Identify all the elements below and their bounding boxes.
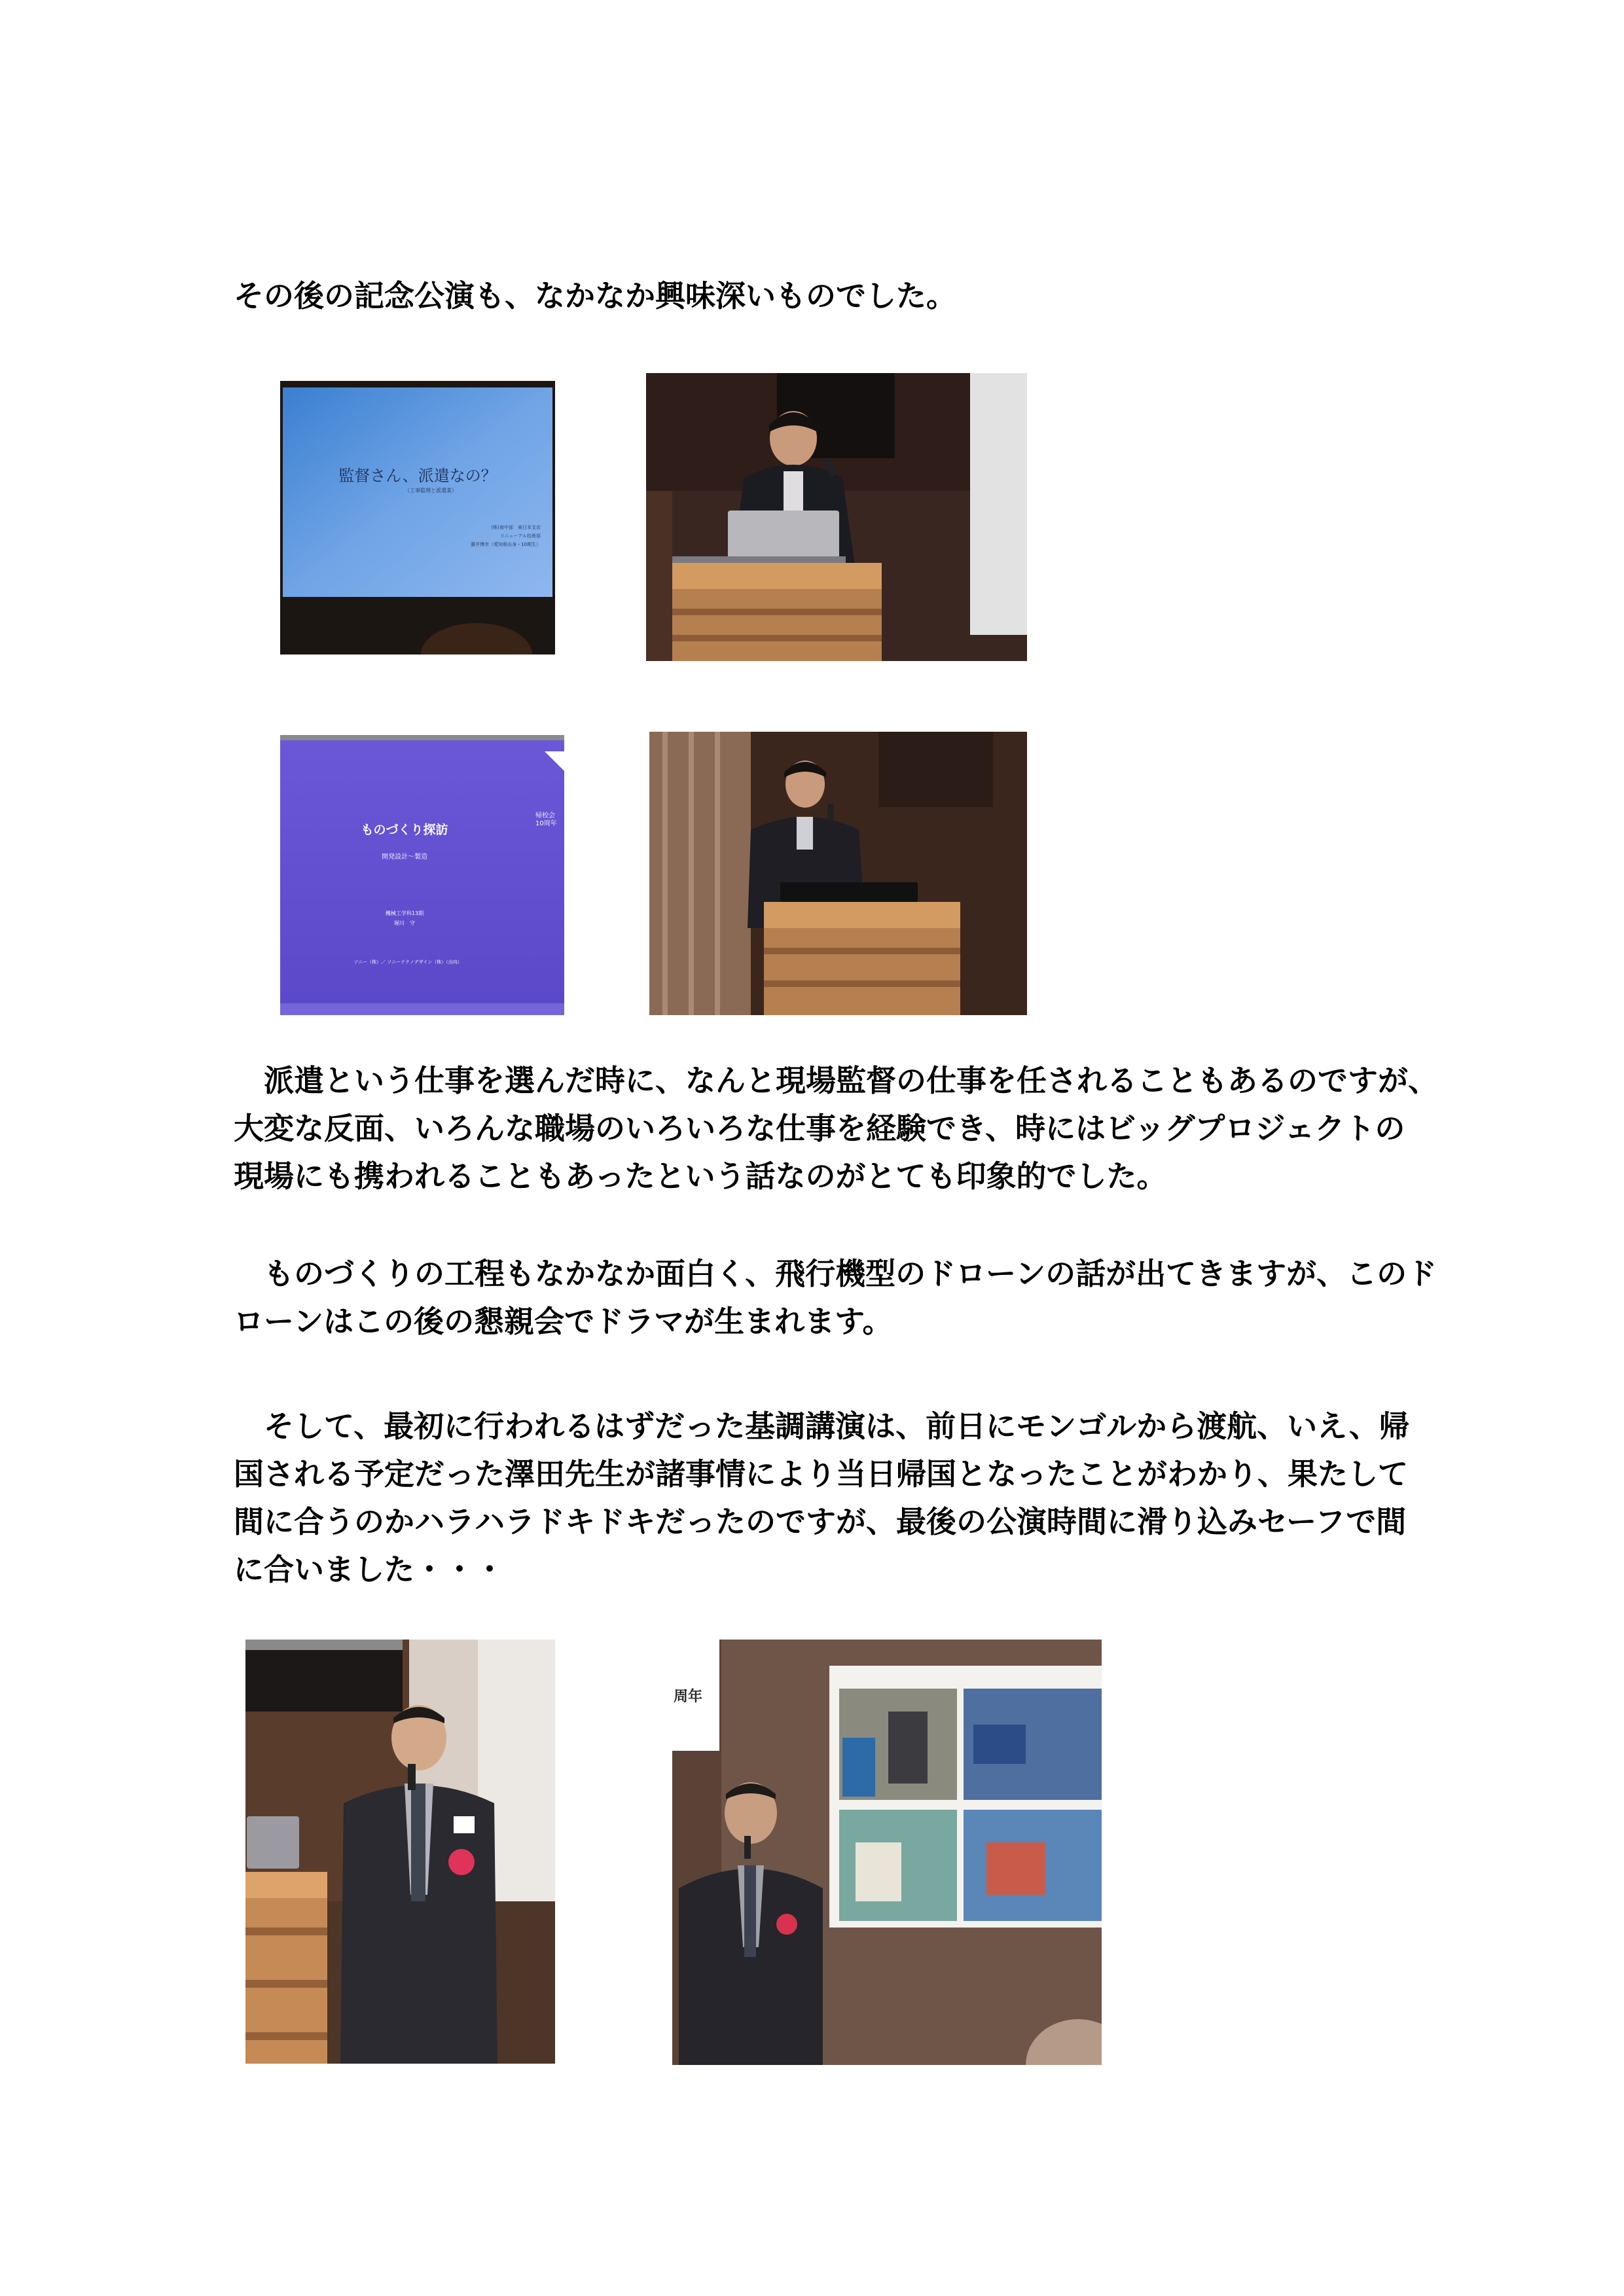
paragraph-line: に合いました・・・ bbox=[234, 1552, 505, 1587]
photo-keynote-speaker-2 bbox=[672, 1640, 1102, 2065]
paragraph-dispatch bbox=[234, 1057, 1477, 1200]
paragraph-line: そして、最初に行われるはずだった基調講演は、前日にモンゴルから渡航、いえ、帰 bbox=[234, 1408, 1409, 1444]
slide2-subtitle: 開発設計～製造 bbox=[382, 853, 427, 861]
slide2-info: 機械工学科13期 bbox=[385, 910, 424, 916]
paragraph-keynote bbox=[234, 1403, 1477, 1594]
photo-speaker-podium-1 bbox=[646, 373, 1027, 661]
paragraph-line: 派遣という仕事を選んだ時に、なんと現場監督の仕事を任されることもあるのですが、 bbox=[234, 1063, 1438, 1098]
page-heading: その後の記念公演も、なかなか興味深いものでした。 bbox=[234, 278, 956, 314]
paragraph-line: 現場にも携われることもあったという話なのがとても印象的でした。 bbox=[234, 1158, 1167, 1194]
slide2-side-caption: 帰校会 10周年 bbox=[535, 812, 557, 827]
paragraph-line: 国される予定だった澤田先生が諸事情により当日帰国となったことがわかり、果たして bbox=[234, 1456, 1408, 1492]
paragraph-line: 間に合うのかハラハラドキドキだったのですが、最後の公演時間に滑り込みセーフで間 bbox=[234, 1504, 1407, 1539]
slide1-subtitle: （工事監理と派遣業） bbox=[405, 488, 457, 493]
slide2-footer: ソニー（株）／ ソニーテクノデザイン（株）（出向） bbox=[353, 960, 462, 965]
screen-caption: 周年 bbox=[674, 1689, 703, 1705]
slide1-info bbox=[471, 524, 541, 549]
slide1-info-line: リニューアル技術部 bbox=[499, 533, 541, 539]
slide1-title: 監督さん、派遣なの？ bbox=[338, 467, 497, 485]
slide1-info-line: 藤井博幸（愛知県出身・10期生） bbox=[471, 542, 541, 547]
photo-speaker-podium-2 bbox=[649, 732, 1027, 1015]
photo-keynote-speaker-1 bbox=[245, 1640, 555, 2064]
photo-slide-supervisor bbox=[280, 381, 555, 655]
photo-slide-monozukuri bbox=[280, 735, 564, 1015]
paragraph-line: 大変な反面、いろんな職場のいろいろな仕事を経験でき、時にはビッグプロジェクトの bbox=[234, 1111, 1405, 1146]
slide1-info-line: (株)南中部 東日本支店 bbox=[491, 525, 541, 530]
slide2-title: ものづくり探訪 bbox=[361, 823, 448, 837]
paragraph-monozukuri bbox=[234, 1250, 1477, 1346]
paragraph-line: ものづくりの工程もなかなか面白く、飛行機型のドローンの話が出てきますが、このド bbox=[234, 1256, 1437, 1291]
paragraph-line: ローンはこの後の懇親会でドラマが生まれます。 bbox=[234, 1304, 893, 1339]
slide2-info: 堀川 守 bbox=[394, 920, 415, 926]
